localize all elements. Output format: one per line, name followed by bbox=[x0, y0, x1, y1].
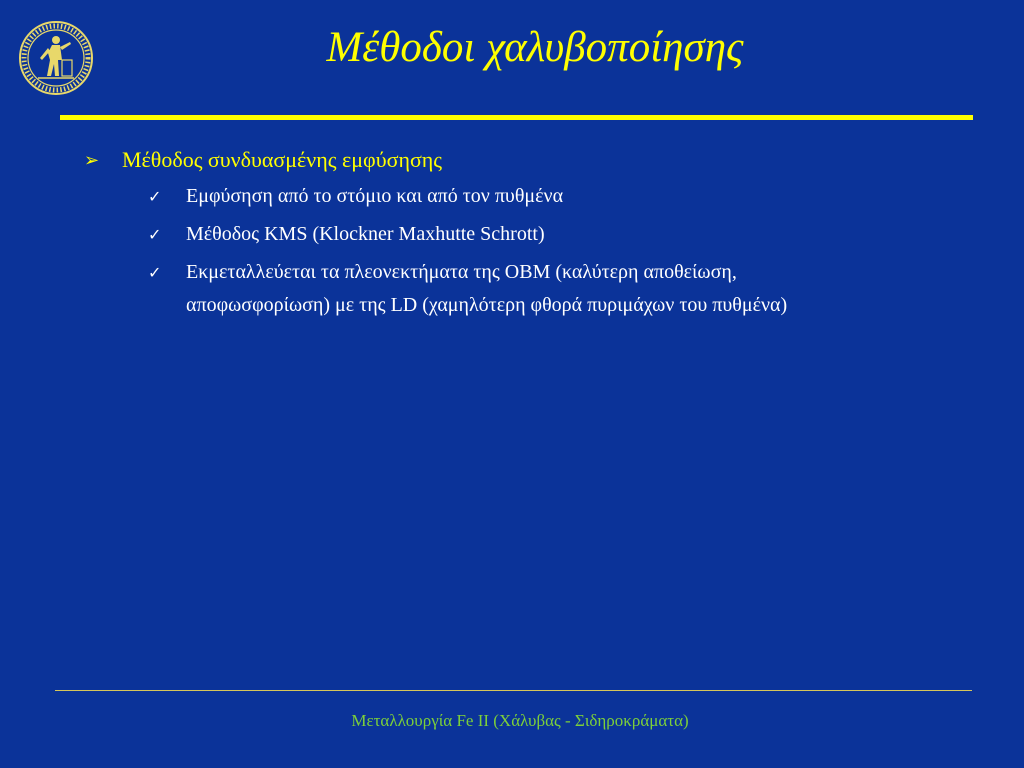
sub-point-text bbox=[186, 256, 787, 322]
sub-point-text: Εμφύσηση από το στόμιο και από τον πυθμένα bbox=[186, 185, 564, 207]
footer-divider bbox=[55, 690, 972, 691]
slide-title: Μέθοδοι χαλυβοποίησης bbox=[326, 24, 744, 71]
checkmark-icon: ✓ bbox=[148, 263, 162, 282]
slide-footer: Μεταλλουργία Fe II (Χάλυβας - Σιδηροκράματα) bbox=[351, 711, 689, 730]
checkmark-icon: ✓ bbox=[148, 225, 162, 244]
checkmark-icon: ✓ bbox=[148, 187, 162, 206]
title-divider bbox=[60, 115, 973, 120]
university-seal-icon bbox=[18, 20, 94, 96]
sub-point-text: Μέθοδος KMS (Klockner Maxhutte Schrott) bbox=[186, 223, 545, 245]
sub-point-line-2: αποφωσφορίωση) με της LD (χαμηλότερη φθορά πυριμάχων του πυθμένα) bbox=[186, 294, 788, 316]
arrowhead-bullet-icon: ➢ bbox=[84, 150, 100, 170]
main-point-text: Μέθοδος συνδυασμένης εμφύσησης bbox=[122, 147, 443, 172]
sub-point-line-1: Εκμεταλλεύεται τα πλεονεκτήματα της OBM (καλύτερη αποθείωση, bbox=[186, 261, 737, 283]
